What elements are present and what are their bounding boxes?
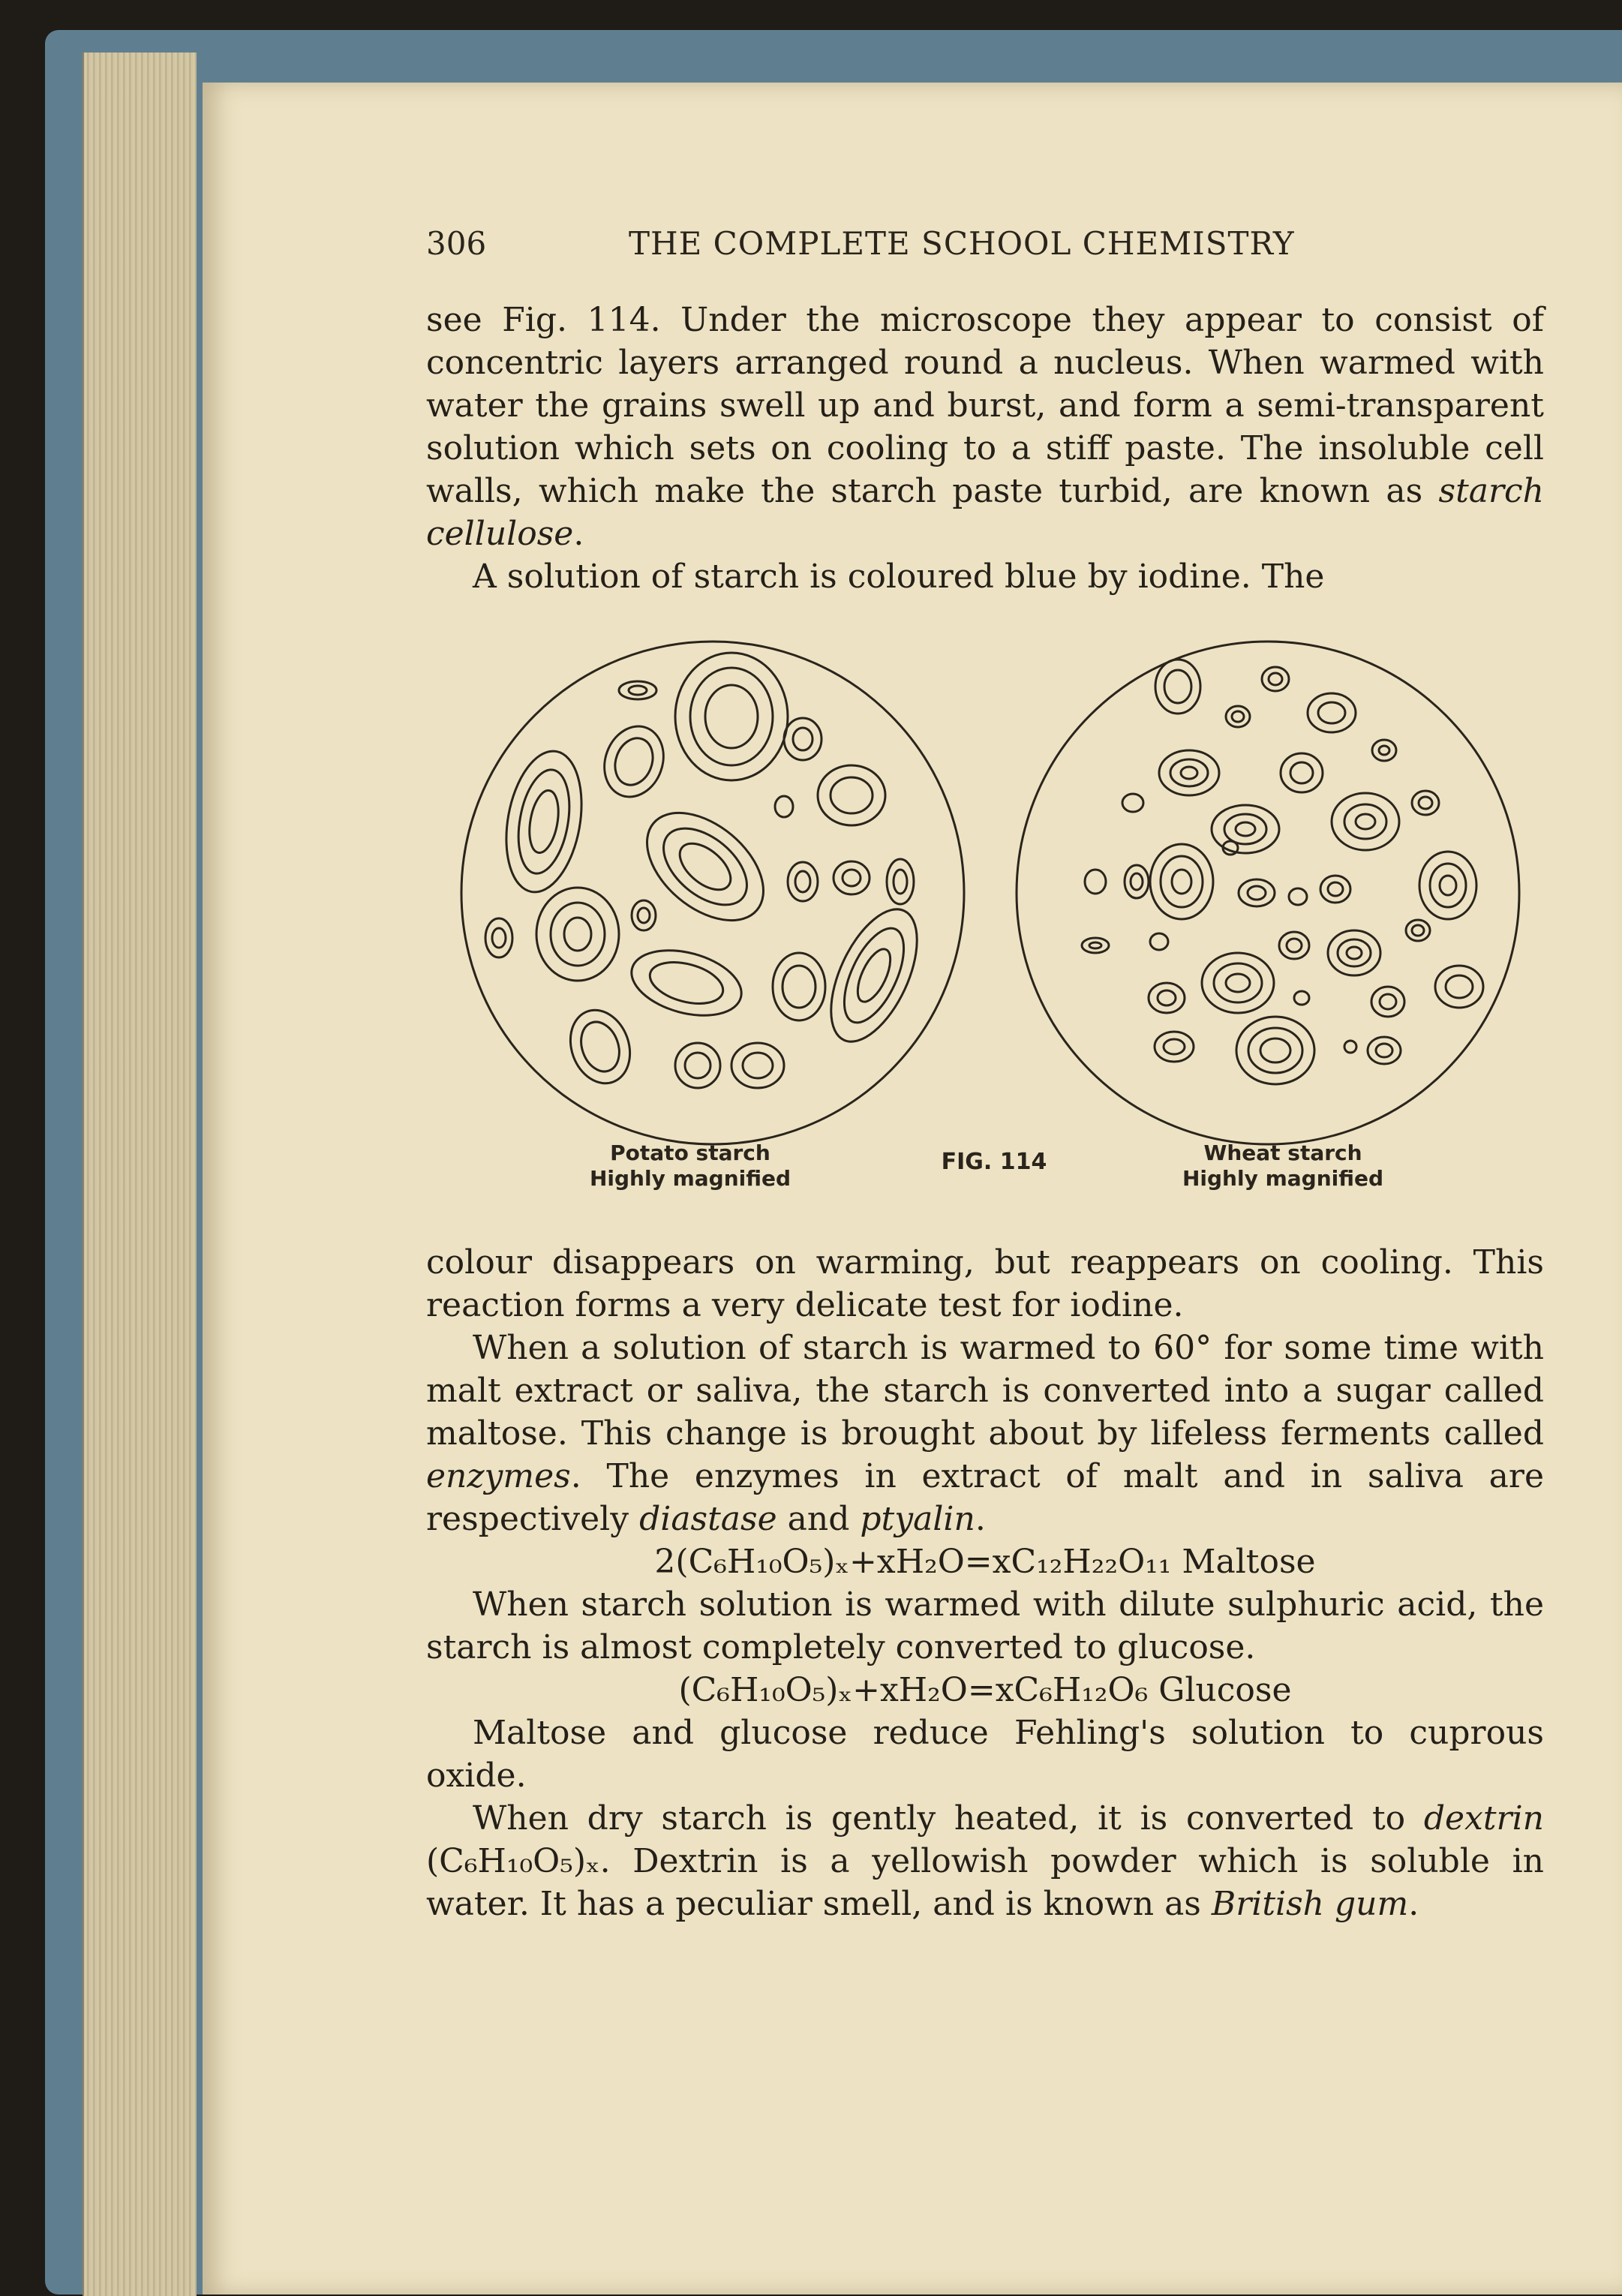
paragraph: [426, 299, 1544, 555]
wheat-grain: [1371, 987, 1404, 1017]
potato-grain: [788, 862, 818, 901]
wheat-grain: [1226, 706, 1250, 727]
potato-grain: [834, 861, 870, 894]
italic-term: ptyalin: [860, 1500, 975, 1538]
wheat-grain: [1150, 933, 1168, 950]
potato-grain: [627, 792, 784, 942]
potato-grain: [818, 765, 885, 825]
potato-grain: [496, 745, 592, 898]
wheat-grain: [1236, 1017, 1314, 1084]
wheat-grain: [1150, 844, 1213, 919]
paragraph-text: When dry starch is gently heated, it is converted to: [473, 1799, 1424, 1838]
wheat-grain: [1332, 793, 1399, 850]
page-number: 306: [426, 225, 487, 262]
paragraph: [426, 1797, 1544, 1925]
potato-grain: [773, 953, 825, 1020]
potato-grain: [675, 653, 788, 780]
potato-grain: [675, 1043, 720, 1088]
running-head-title: THE COMPLETE SCHOOL CHEMISTRY: [629, 225, 1295, 262]
italic-term: starch cellulose: [426, 472, 1544, 553]
paragraph: When starch solution is warmed with dilute sulphuric acid, the starch is almost completely converted to glucose.: [426, 1585, 1544, 1666]
potato-grain: [560, 1002, 640, 1092]
italic-term: dextrin: [1423, 1799, 1544, 1838]
wheat-grain: [1159, 750, 1219, 795]
equation-maltose: 2(C₆H₁₀O₅)ₓ+xH₂O=xC₁₂H₂₂O₁₁ Maltose: [654, 1543, 1316, 1581]
wheat-grain: [1419, 852, 1476, 919]
text-block-bottom: [426, 1241, 1544, 1925]
wheat-grain: [1149, 983, 1185, 1013]
paragraph: Maltose and glucose reduce Fehling's solution to cuprous oxide.: [426, 1714, 1544, 1795]
potato-grain: [632, 900, 656, 930]
wheat-grain: [1085, 870, 1106, 894]
caption-line: Potato starch: [610, 1140, 770, 1165]
paragraph-text: .: [573, 515, 584, 553]
potato-grain: [595, 718, 673, 805]
potato-grain: [619, 681, 656, 699]
wheat-grain: [1262, 667, 1289, 691]
starch-grains-illustration: [450, 630, 1530, 1156]
paragraph-text: When a solution of starch is warmed to 60° for some time with malt extract or saliva, the starch is converted into a sugar called maltose. This change is brought about by lifeless ferments called: [426, 1329, 1544, 1453]
figure-114: [450, 630, 1530, 1216]
potato-grain: [485, 918, 512, 957]
italic-term: enzymes: [426, 1457, 571, 1495]
wheat-grain: [1294, 991, 1309, 1005]
wheat-grain: [1082, 938, 1109, 953]
wheat-starch-caption: [1163, 1140, 1403, 1192]
wheat-grain: [1155, 660, 1200, 714]
wheat-grain: [1368, 1037, 1401, 1064]
paragraph: colour disappears on warming, but reappears on cooling. This reaction forms a very delicate test for iodine.: [426, 1243, 1544, 1324]
wheat-grain: [1372, 740, 1396, 761]
page-edges: [83, 53, 197, 2296]
text-block-top: [426, 299, 1544, 598]
potato-grain: [887, 859, 914, 904]
caption-line: Highly magnified: [1182, 1166, 1384, 1191]
paragraph-text: . The enzymes in extract of malt and in saliva are respectively: [426, 1457, 1544, 1538]
wheat-grain: [1406, 920, 1430, 941]
paragraph-text: (C₆H₁₀O₅)ₓ. Dextrin is a yellowish powder which is soluble in water. It has a peculiar smell, and is known as: [426, 1842, 1544, 1923]
paragraph-text: .: [975, 1500, 986, 1538]
potato-starch-caption: [570, 1140, 810, 1192]
wheat-grain: [1435, 966, 1483, 1008]
potato-grain: [731, 1043, 784, 1088]
paragraph-text: and: [776, 1500, 861, 1538]
paragraph: A solution of starch is coloured blue by iodine. The: [473, 557, 1325, 596]
paragraph: [426, 1327, 1544, 1540]
italic-term: diastase: [639, 1500, 777, 1538]
potato-grain: [624, 939, 749, 1026]
potato-grain: [813, 897, 935, 1054]
wheat-grain: [1344, 1041, 1356, 1053]
wheat-grain: [1202, 953, 1274, 1013]
caption-line: Wheat starch: [1203, 1140, 1362, 1165]
equation-glucose: (C₆H₁₀O₅)ₓ+xH₂O=xC₆H₁₂O₆ Glucose: [678, 1671, 1292, 1709]
wheat-grain: [1212, 805, 1279, 853]
wheat-grain: [1122, 794, 1143, 812]
potato-grain: [784, 718, 822, 760]
italic-term: British gum: [1211, 1885, 1409, 1923]
figure-label: FIG. 114: [941, 1149, 1047, 1175]
wheat-grain: [1328, 930, 1380, 975]
paragraph-text: .: [1408, 1885, 1419, 1923]
wheat-grain: [1125, 865, 1149, 898]
paragraph-text: see Fig. 114. Under the microscope they appear to consist of concentric layers arranged round a nucleus. When warmed with water the grains swell up and burst, and form a semi-transparent solution which sets on cooling to a stiff paste. The insoluble cell walls, which make the starch paste turbid, are known as: [426, 301, 1544, 510]
wheat-grain: [1155, 1032, 1194, 1062]
wheat-grain: [1308, 693, 1356, 732]
caption-line: Highly magnified: [589, 1166, 791, 1191]
wheat-grain: [1412, 791, 1439, 815]
wheat-grain: [1289, 888, 1307, 905]
wheat-grain: [1281, 753, 1323, 792]
potato-grain: [775, 796, 793, 817]
wheat-grain: [1320, 876, 1350, 903]
wheat-grain: [1279, 932, 1309, 959]
wheat-grain: [1239, 879, 1275, 906]
potato-grain: [536, 888, 619, 981]
